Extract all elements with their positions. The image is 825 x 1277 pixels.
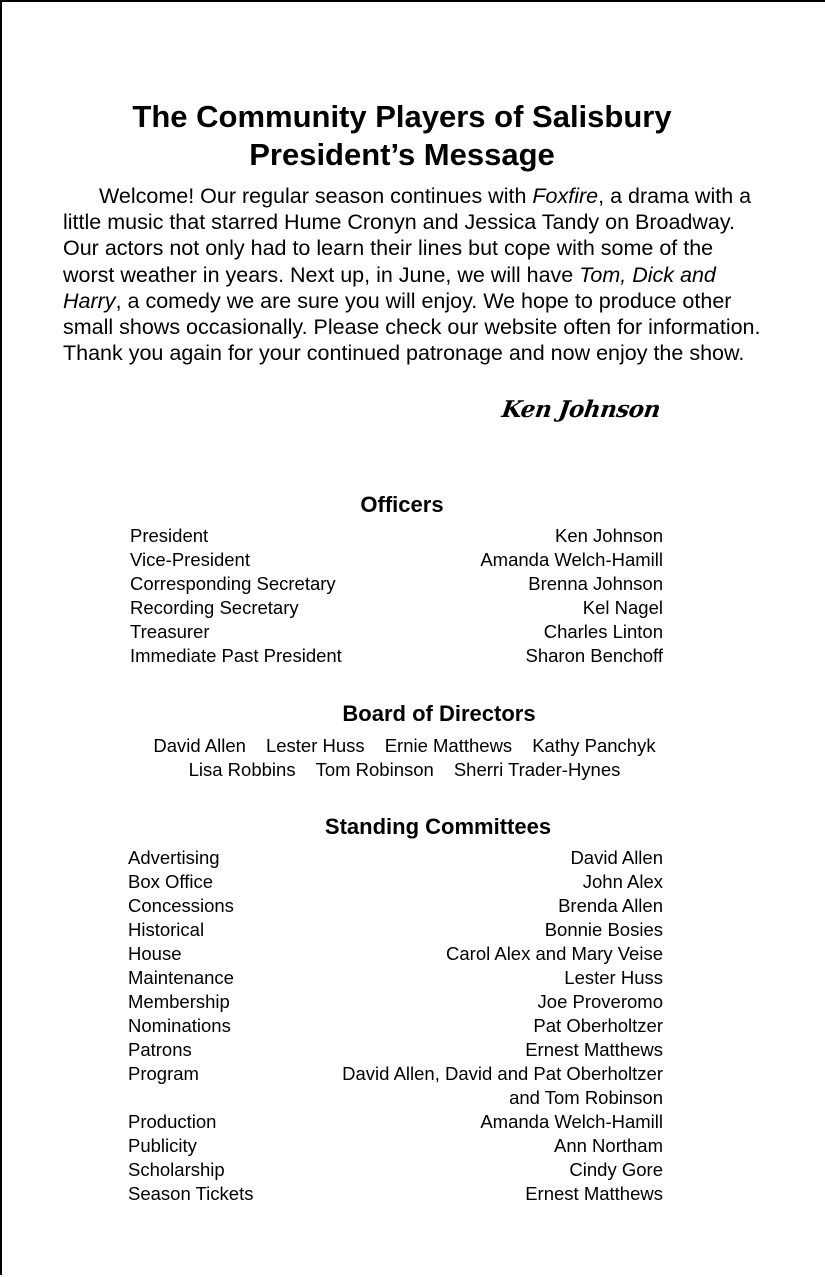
committee-name: Box Office: [128, 871, 214, 892]
committee-row: [128, 1038, 663, 1062]
committee-chair: John Alex: [582, 871, 663, 892]
committee-row: [128, 1182, 663, 1206]
officer-row: [130, 548, 663, 572]
board-members-line-1: [2, 734, 807, 758]
committee-chair: Ernest Matthews: [525, 1039, 663, 1060]
committee-chair: Cindy Gore: [569, 1159, 663, 1180]
message-title-foxfire: Foxfire: [532, 184, 599, 208]
officer-row: [130, 620, 663, 644]
committee-row: [128, 894, 663, 918]
committee-chair: Ernest Matthews: [525, 1183, 663, 1204]
officers-list: [130, 524, 663, 668]
officer-role: President: [130, 525, 209, 546]
signature: Ken Johnson: [500, 396, 662, 423]
committee-row: [128, 870, 663, 894]
officer-row: [130, 596, 663, 620]
board-member: Ernie Matthews: [384, 735, 513, 756]
committee-name: Program: [128, 1063, 199, 1084]
committee-row: [128, 1062, 663, 1086]
committee-row: [128, 1110, 663, 1134]
committee-chair: David Allen, David and Pat Oberholtzer: [342, 1063, 663, 1084]
officer-role: Treasurer: [130, 621, 210, 642]
document-subtitle: President’s Message: [249, 137, 555, 172]
officer-role: Vice-President: [130, 549, 250, 570]
message-text-2: , a drama with a little music that starred Hume Cronyn and Jessica Tandy on Broadway. Our actors not only had to learn their lines but cope with some of the worst weather in years. Next up, in June, we will have: [63, 184, 752, 287]
officer-name: Ken Johnson: [554, 525, 663, 546]
committees-heading: Standing Committees: [324, 814, 552, 839]
committee-name: Patrons: [128, 1039, 192, 1060]
committee-chair: Lester Huss: [564, 967, 663, 988]
board-member: David Allen: [153, 735, 246, 756]
committee-chair: Carol Alex and Mary Veise: [446, 943, 663, 964]
committee-row: [128, 1014, 663, 1038]
committee-row: [128, 1134, 663, 1158]
board-member: Kathy Panchyk: [532, 735, 656, 756]
committee-chair: Ann Northam: [554, 1135, 663, 1156]
committees-list: [128, 846, 663, 1206]
committee-name: Maintenance: [128, 967, 234, 988]
committee-name: House: [128, 943, 182, 964]
officers-heading: Officers: [360, 492, 444, 517]
committee-name: Historical: [128, 919, 205, 940]
committee-name: Publicity: [128, 1135, 197, 1156]
officer-row: [130, 572, 663, 596]
officer-name: Sharon Benchoff: [525, 645, 663, 666]
board-heading: Board of Directors: [342, 701, 536, 726]
board-member: Lisa Robbins: [188, 759, 296, 780]
officer-name: Charles Linton: [543, 621, 663, 642]
committee-row: [128, 918, 663, 942]
officer-row: [130, 644, 663, 668]
committee-row: [128, 990, 663, 1014]
committee-row: [128, 846, 663, 870]
officer-role: Recording Secretary: [130, 597, 299, 618]
committee-chair: Pat Oberholtzer: [533, 1015, 663, 1036]
board-member: Lester Huss: [265, 735, 365, 756]
board-members-line-2: [2, 758, 807, 782]
committee-chair: Joe Proveromo: [537, 991, 663, 1012]
committee-name: Production: [128, 1111, 217, 1132]
message-text-3: , a comedy we are sure you will enjoy. We hope to produce other small shows occasionally. Please check our website often for information. Thank you again for your continued patronage and now enjoy the show.: [63, 288, 761, 366]
president-message: [63, 183, 763, 366]
officer-role: Immediate Past President: [130, 645, 342, 666]
officer-name: Amanda Welch-Hamill: [480, 549, 663, 570]
board-member: Sherri Trader-Hynes: [453, 759, 621, 780]
committee-name: Advertising: [128, 847, 220, 868]
committee-chair: and Tom Robinson: [509, 1087, 663, 1108]
committee-row-continuation: [128, 1086, 663, 1110]
committee-chair: Brenda Allen: [558, 895, 663, 916]
committee-name: Scholarship: [128, 1159, 225, 1180]
committee-chair: David Allen: [570, 847, 663, 868]
committee-name: Season Tickets: [128, 1183, 254, 1204]
committee-name: Concessions: [128, 895, 234, 916]
committee-chair: Bonnie Bosies: [544, 919, 663, 940]
officer-name: Kel Nagel: [582, 597, 663, 618]
officer-row: [130, 524, 663, 548]
board-member: Tom Robinson: [315, 759, 434, 780]
officer-name: Brenna Johnson: [528, 573, 663, 594]
message-text-1: Welcome! Our regular season continues with: [99, 184, 533, 208]
committee-row: [128, 942, 663, 966]
message-title-tom-dick-harry: Tom, Dick and Harry: [63, 262, 716, 313]
officer-role: Corresponding Secretary: [130, 573, 336, 594]
document-title: The Community Players of Salisbury: [132, 99, 672, 134]
committee-row: [128, 966, 663, 990]
committee-row: [128, 1158, 663, 1182]
committee-name: Membership: [128, 991, 230, 1012]
document-page: [2, 2, 825, 1277]
committee-name: Nominations: [128, 1015, 231, 1036]
committee-chair: Amanda Welch-Hamill: [480, 1111, 663, 1132]
